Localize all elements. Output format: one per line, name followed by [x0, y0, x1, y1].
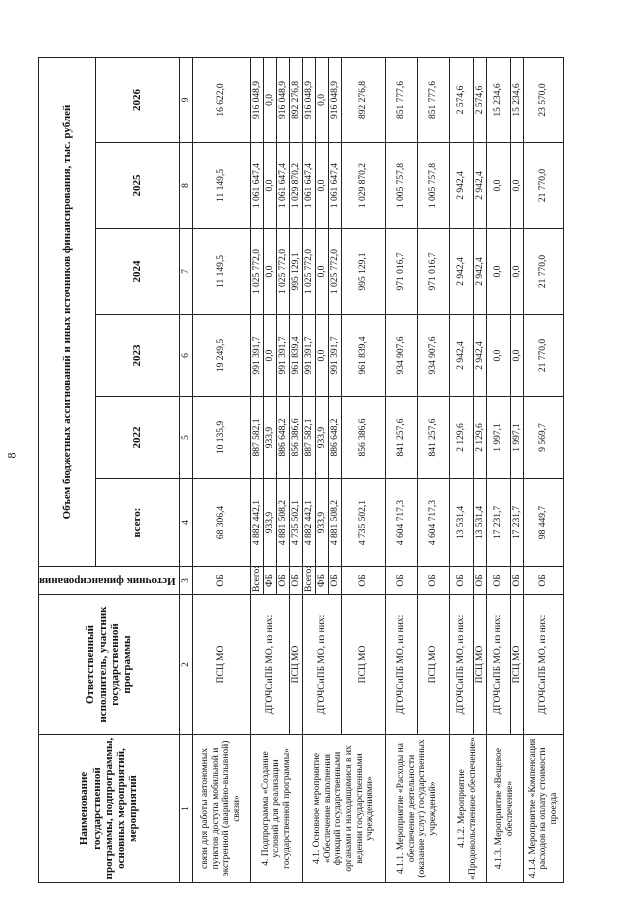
- row-value: 991 391,7: [302, 315, 315, 397]
- col-number: 1: [179, 735, 192, 883]
- row-value: 1 025 772,0: [302, 229, 315, 315]
- header-year: 2023: [95, 315, 179, 397]
- row-name: 4. Подпрограмма «Создание условий для реализации государственной программы»: [250, 735, 302, 883]
- row-value: 892 276,8: [289, 57, 302, 142]
- row-source: ОБ: [449, 567, 473, 595]
- col-number: 7: [179, 229, 192, 315]
- row-name: 4.1.4. Мероприятие «Компенсация расходов на оплату стоимости проезда: [523, 735, 563, 883]
- row-source: ФБ: [315, 567, 328, 595]
- row-executor: ДГОЧСиПБ МО, из них:: [486, 595, 510, 735]
- financing-table: [38, 57, 564, 883]
- row-value: 9 569,7: [523, 397, 563, 479]
- row-value: 2 942,4: [449, 315, 473, 397]
- header-year: 2026: [95, 57, 179, 142]
- row-value: 933,9: [263, 397, 276, 479]
- row-value: 1 061 647,4: [302, 143, 315, 229]
- row-total: 4 735 502,1: [341, 479, 385, 567]
- row-value: 995 129,1: [341, 229, 385, 315]
- row-value: 0,0: [510, 143, 523, 229]
- row-value: 0,0: [315, 315, 328, 397]
- row-total: 933,9: [263, 479, 276, 567]
- row-value: 1 997,1: [510, 397, 523, 479]
- row-value: 0,0: [486, 143, 510, 229]
- row-value: 1 029 870,2: [289, 143, 302, 229]
- row-total: 17 231,7: [486, 479, 510, 567]
- row-value: 2 942,4: [449, 229, 473, 315]
- row-total: 4 882 442,1: [302, 479, 315, 567]
- col-number: 4: [179, 479, 192, 567]
- row-executor: ДГОЧСиПБ МО, из них:: [250, 595, 289, 735]
- row-source: ОБ: [523, 567, 563, 595]
- row-total: 4 882 442,1: [250, 479, 263, 567]
- row-value: 1 005 757,8: [417, 143, 449, 229]
- row-value: 2 574,6: [473, 57, 486, 142]
- header-year: 2025: [95, 143, 179, 229]
- row-value: 19 249,5: [192, 315, 250, 397]
- row-value: 886 648,2: [276, 397, 289, 479]
- col-number: 9: [179, 57, 192, 142]
- row-value: 2 129,6: [473, 397, 486, 479]
- row-value: 16 622,0: [192, 57, 250, 142]
- row-executor: ДГОЧСиПБ МО, из них:: [302, 595, 341, 735]
- row-value: 851 777,6: [417, 57, 449, 142]
- row-value: 0,0: [263, 315, 276, 397]
- header-year: 2022: [95, 397, 179, 479]
- row-source: ОБ: [289, 567, 302, 595]
- row-value: 991 391,7: [250, 315, 263, 397]
- row-value: 916 048,9: [250, 57, 263, 142]
- row-value: 2 574,6: [449, 57, 473, 142]
- row-source: ОБ: [417, 567, 449, 595]
- table-row: [449, 57, 473, 882]
- row-total: 933,9: [315, 479, 328, 567]
- row-value: 892 276,8: [341, 57, 385, 142]
- row-total: 68 306,4: [192, 479, 250, 567]
- row-value: 15 234,6: [486, 57, 510, 142]
- row-source: ФБ: [263, 567, 276, 595]
- row-value: 23 570,0: [523, 57, 563, 142]
- row-executor: ДГОЧСиПБ МО, из них:: [523, 595, 563, 735]
- row-value: 887 582,1: [250, 397, 263, 479]
- row-source: ОБ: [486, 567, 510, 595]
- row-value: 2 942,4: [473, 143, 486, 229]
- row-value: 0,0: [510, 229, 523, 315]
- row-name: связи для работы автономных пунктов доступа мобильной и экстренной (аварийно-вызывной) связи»: [192, 735, 250, 883]
- row-value: 0,0: [263, 229, 276, 315]
- row-value: 916 048,9: [302, 57, 315, 142]
- table-row: [385, 57, 417, 882]
- row-total: 17 231,7: [510, 479, 523, 567]
- row-value: 0,0: [263, 57, 276, 142]
- row-source: Всего:: [302, 567, 315, 595]
- row-value: 1 029 870,2: [341, 143, 385, 229]
- row-value: 0,0: [486, 229, 510, 315]
- row-total: 4 604 717,3: [417, 479, 449, 567]
- row-value: 15 234,6: [510, 57, 523, 142]
- row-value: 916 048,9: [276, 57, 289, 142]
- row-name: 4.1.3. Мероприятие «Вещевое обеспечение»: [486, 735, 523, 883]
- row-value: 961 839,4: [289, 315, 302, 397]
- row-executor: ПСЦ МО: [192, 595, 250, 735]
- table-row: [250, 57, 263, 882]
- row-value: 1 025 772,0: [250, 229, 263, 315]
- table-row: [486, 57, 510, 882]
- row-value: 1 997,1: [486, 397, 510, 479]
- row-executor: ДГОЧСиПБ МО, из них:: [449, 595, 473, 735]
- row-name: 4.1.1. Мероприятие «Расходы на обеспечение деятельности (оказание услуг) государственных учреждений»: [385, 735, 449, 883]
- row-source: ОБ: [276, 567, 289, 595]
- row-total: 4 881 508,2: [328, 479, 341, 567]
- row-executor: ПСЦ МО: [341, 595, 385, 735]
- row-value: 1 025 772,0: [276, 229, 289, 315]
- table-row: [523, 57, 563, 882]
- rotated-page: [38, 58, 613, 883]
- col-number: 6: [179, 315, 192, 397]
- row-value: 961 839,4: [341, 315, 385, 397]
- row-executor: ПСЦ МО: [473, 595, 486, 735]
- row-value: 1 025 772,0: [328, 229, 341, 315]
- row-total: 13 531,4: [473, 479, 486, 567]
- header-name: Наименование государственной программы, подпрограммы, основных мероприятий, мероприятий: [39, 735, 180, 883]
- row-value: 21 770,0: [523, 143, 563, 229]
- row-value: 886 648,2: [328, 397, 341, 479]
- row-value: 856 386,6: [341, 397, 385, 479]
- header-source: Источник финансирования: [39, 567, 180, 595]
- row-total: 13 531,4: [449, 479, 473, 567]
- row-total: 4 881 508,2: [276, 479, 289, 567]
- row-executor: ПСЦ МО: [417, 595, 449, 735]
- row-source: ОБ: [385, 567, 417, 595]
- row-executor: ДГОЧСиПБ МО, из них:: [385, 595, 417, 735]
- row-value: 995 129,1: [289, 229, 302, 315]
- row-value: 991 391,7: [276, 315, 289, 397]
- header-volume: Объем бюджетных ассигнований и иных источников финансирования, тыс. рублей: [39, 57, 96, 566]
- row-value: 841 257,6: [385, 397, 417, 479]
- row-value: 851 777,6: [385, 57, 417, 142]
- row-value: 856 386,6: [289, 397, 302, 479]
- row-value: 21 770,0: [523, 229, 563, 315]
- header-year: 2024: [95, 229, 179, 315]
- col-number: 3: [179, 567, 192, 595]
- row-value: 2 942,4: [449, 143, 473, 229]
- row-value: 887 582,1: [302, 397, 315, 479]
- row-value: 0,0: [315, 229, 328, 315]
- row-value: 0,0: [486, 315, 510, 397]
- row-value: 2 129,6: [449, 397, 473, 479]
- row-source: ОБ: [473, 567, 486, 595]
- row-value: 21 770,0: [523, 315, 563, 397]
- row-source: ОБ: [192, 567, 250, 595]
- row-value: 971 016,7: [417, 229, 449, 315]
- table-row: [192, 57, 250, 882]
- row-total: 4 604 717,3: [385, 479, 417, 567]
- row-source: Всего:: [250, 567, 263, 595]
- row-value: 934 907,6: [417, 315, 449, 397]
- row-value: 1 061 647,4: [276, 143, 289, 229]
- col-number: 5: [179, 397, 192, 479]
- row-value: 0,0: [510, 315, 523, 397]
- row-value: 0,0: [263, 143, 276, 229]
- col-number: 2: [179, 595, 192, 735]
- row-value: 11 149,5: [192, 229, 250, 315]
- row-value: 2 942,4: [473, 315, 486, 397]
- row-source: ОБ: [341, 567, 385, 595]
- table-row: [302, 57, 315, 882]
- row-value: 2 942,4: [473, 229, 486, 315]
- row-value: 0,0: [315, 57, 328, 142]
- row-executor: ПСЦ МО: [289, 595, 302, 735]
- row-value: 1 061 647,4: [250, 143, 263, 229]
- row-name: 4.1. Основное мероприятие «Обеспечение выполнения функций государственными органами и находящимися в их ведении государственными учреждениями»: [302, 735, 385, 883]
- row-value: 933,9: [315, 397, 328, 479]
- row-value: 991 391,7: [328, 315, 341, 397]
- row-total: 4 735 502,1: [289, 479, 302, 567]
- row-value: 916 048,9: [328, 57, 341, 142]
- row-value: 1 061 647,4: [328, 143, 341, 229]
- row-executor: ПСЦ МО: [510, 595, 523, 735]
- header-executor: Ответственный исполнитель, участник государственной программы: [39, 595, 180, 735]
- row-source: ОБ: [328, 567, 341, 595]
- row-value: 934 907,6: [385, 315, 417, 397]
- row-value: 971 016,7: [385, 229, 417, 315]
- row-value: 11 149,5: [192, 143, 250, 229]
- row-value: 10 135,9: [192, 397, 250, 479]
- row-value: 0,0: [315, 143, 328, 229]
- row-value: 1 005 757,8: [385, 143, 417, 229]
- row-value: 841 257,6: [417, 397, 449, 479]
- row-name: 4.1.2. Мероприятие «Продовольственное обеспечение»: [449, 735, 486, 883]
- page-number: 8: [4, 452, 19, 459]
- col-number: 8: [179, 143, 192, 229]
- row-source: ОБ: [510, 567, 523, 595]
- header-total: всего:: [95, 479, 179, 567]
- row-total: 98 449,7: [523, 479, 563, 567]
